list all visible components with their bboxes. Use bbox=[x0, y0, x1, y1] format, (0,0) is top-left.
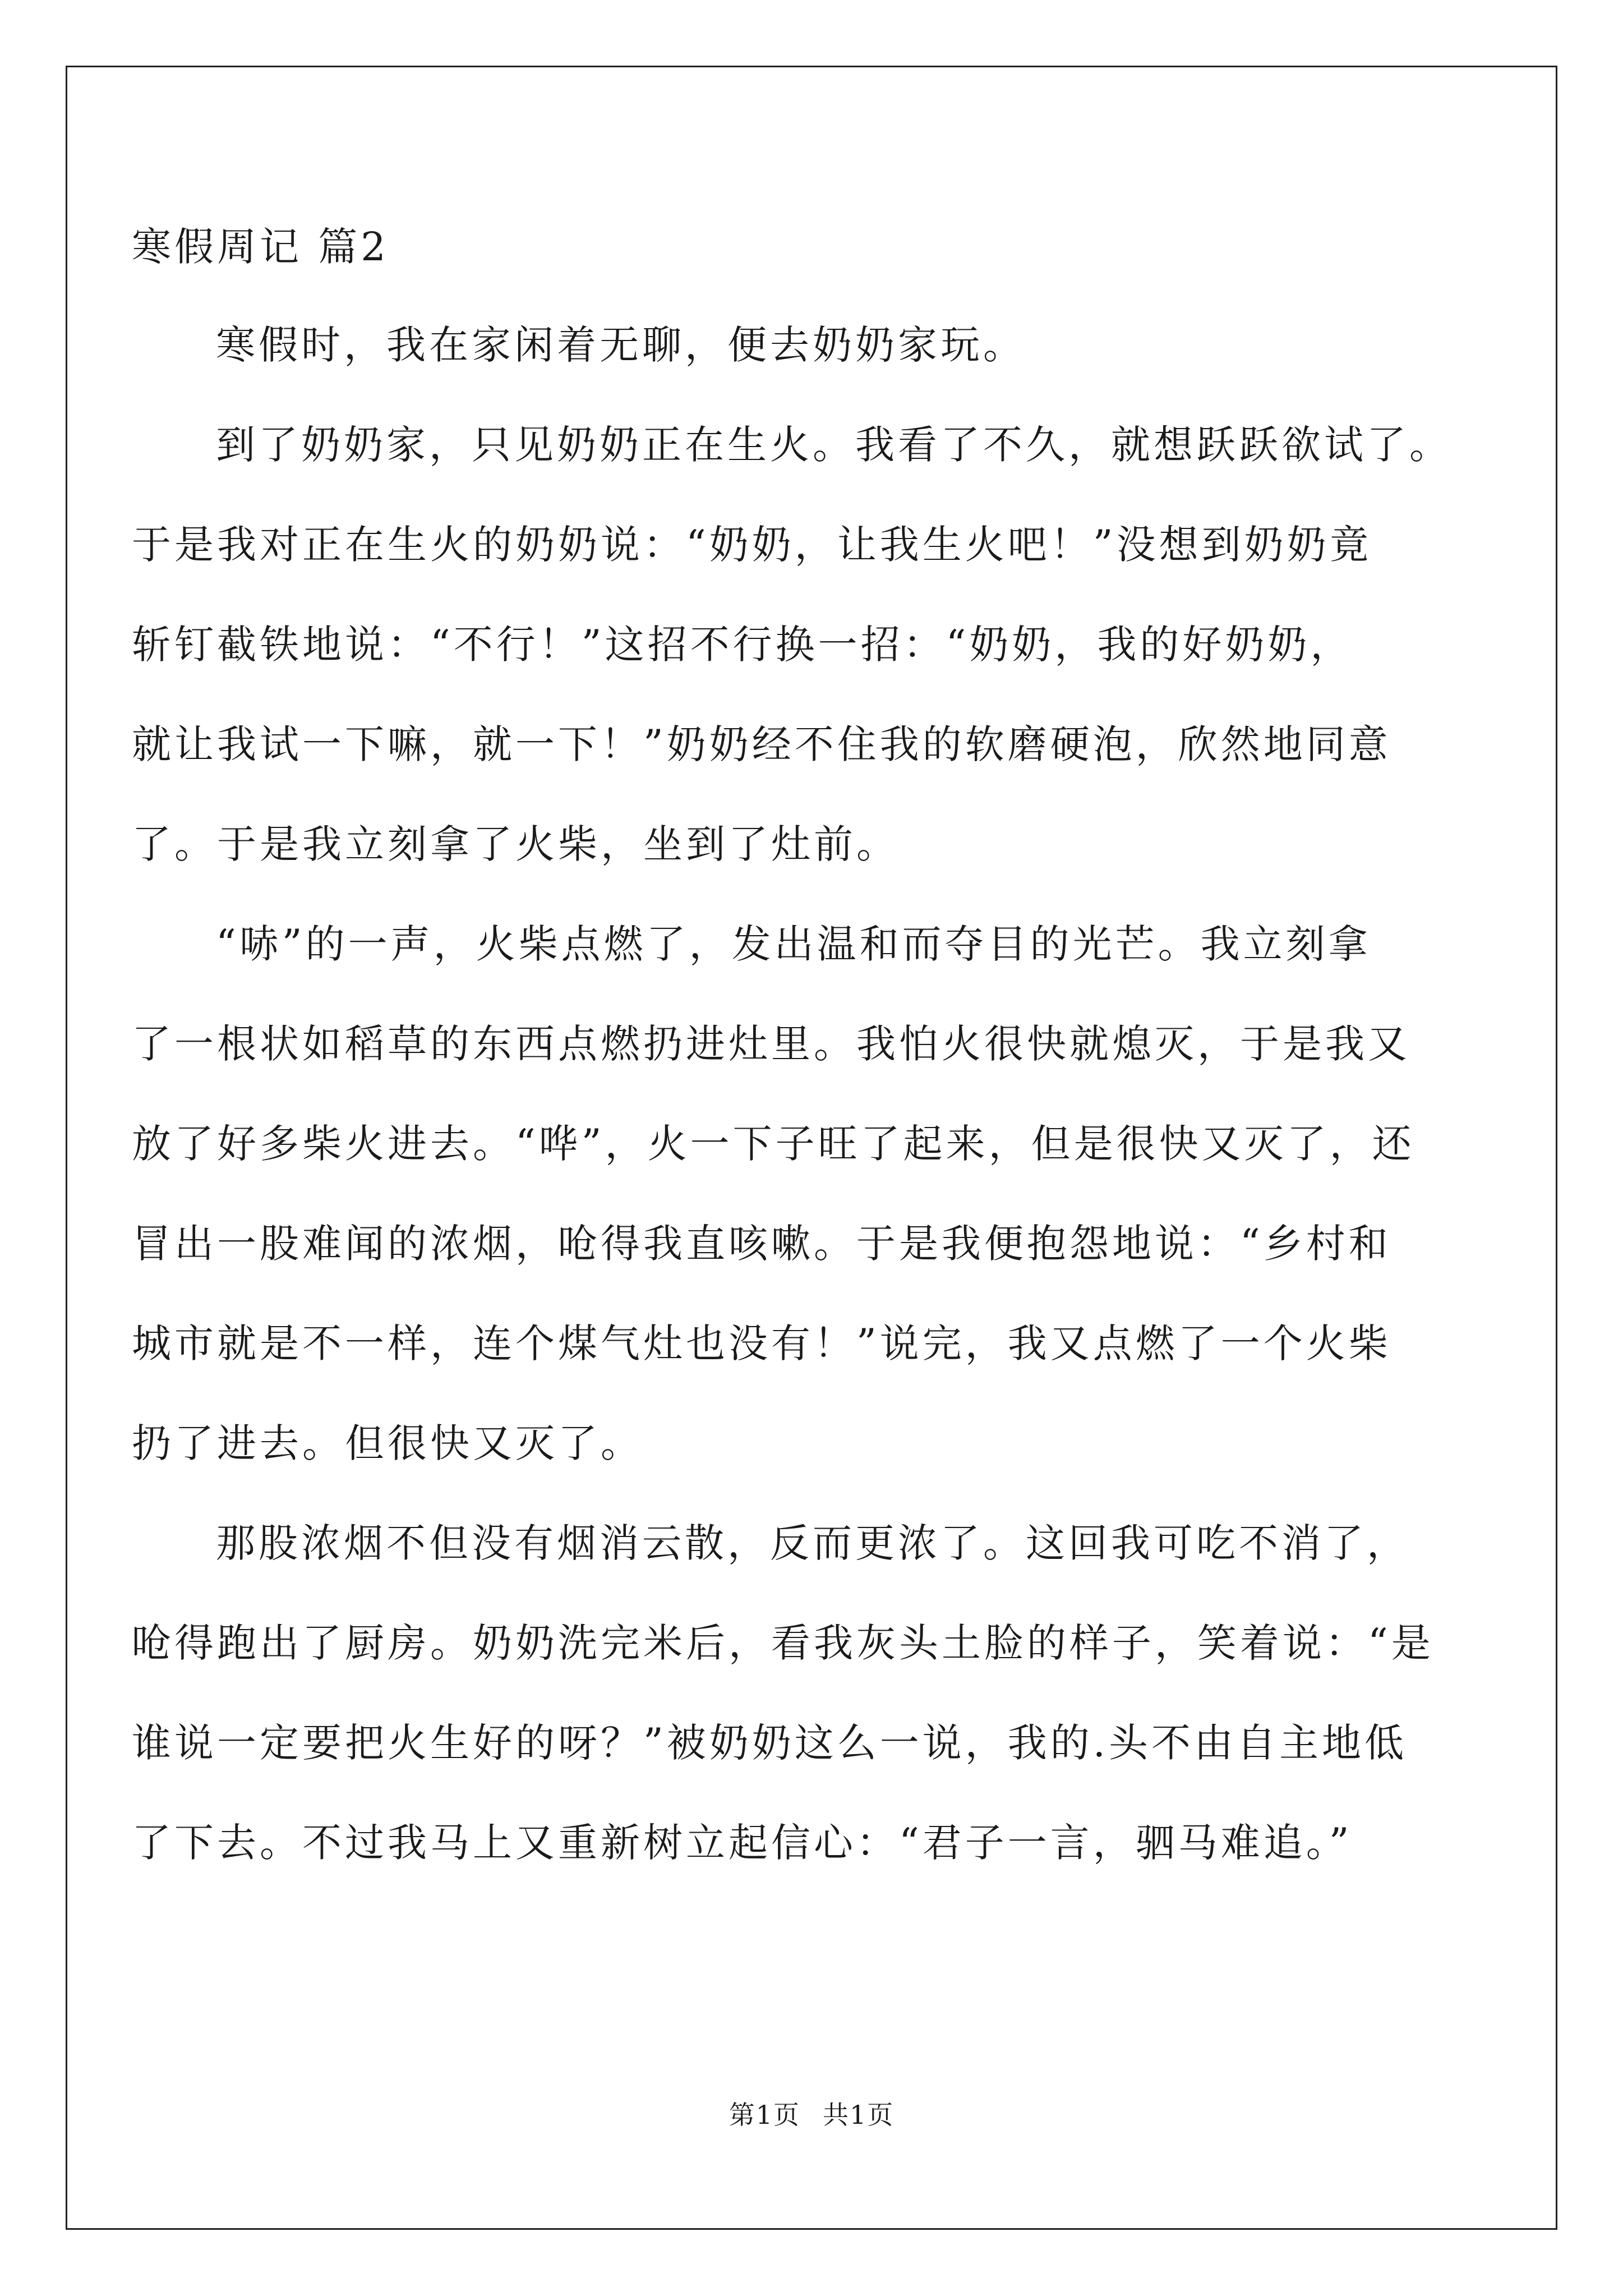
paragraph-line: 放了好多柴火进去。“哗”，火一下子旺了起来，但是很快又灭了，还 bbox=[132, 1121, 1415, 1167]
paragraph-line: 谁说一定要把火生好的呀？”被奶奶这么一说，我的.头不由自主地低 bbox=[132, 1720, 1408, 1766]
document-body bbox=[132, 213, 1483, 1893]
paragraph-line: 了。于是我立刻拿了火柴，坐到了灶前。 bbox=[132, 821, 899, 867]
paragraph-line: 了一根状如稻草的东西点燃扔进灶里。我怕火很快就熄灭，于是我又 bbox=[132, 1021, 1410, 1067]
paragraph-line: 呛得跑出了厨房。奶奶洗完米后，看我灰头土脸的样子，笑着说：“是 bbox=[132, 1620, 1434, 1666]
paragraph-line: 城市就是不一样，连个煤气灶也没有！”说完，我又点燃了一个火柴 bbox=[132, 1320, 1391, 1366]
page-number: 第1页 bbox=[728, 2100, 800, 2130]
paragraph-line: 冒出一股难闻的浓烟，呛得我直咳嗽。于是我便抱怨地说：“乡村和 bbox=[132, 1221, 1391, 1267]
paragraph-3 bbox=[132, 894, 1483, 1493]
paragraph-line: 寒假时，我在家闲着无聊，便去奶奶家玩。 bbox=[216, 322, 1026, 368]
paragraph-line: “哧”的一声，火柴点燃了，发出温和而夺目的光芒。我立刻拿 bbox=[216, 921, 1371, 967]
paragraph-2 bbox=[132, 395, 1483, 894]
paragraph-line: 于是我对正在生火的奶奶说：“奶奶，让我生火吧！”没想到奶奶竟 bbox=[132, 522, 1372, 568]
page-footer bbox=[0, 2098, 1623, 2132]
paragraph-line: 到了奶奶家，只见奶奶正在生火。我看了不久，就想跃跃欲试了。 bbox=[216, 422, 1452, 468]
paragraph-line: 斩钉截铁地说：“不行！”这招不行换一招：“奶奶，我的好奶奶， bbox=[132, 622, 1353, 668]
total-pages: 共1页 bbox=[823, 2100, 895, 2130]
paragraph-line: 了下去。不过我马上又重新树立起信心：“君子一言，驷马难追。” bbox=[132, 1820, 1353, 1866]
paragraph-line: 那股浓烟不但没有烟消云散，反而更浓了。这回我可吃不消了， bbox=[216, 1520, 1409, 1566]
paragraph-1 bbox=[132, 295, 1483, 395]
document-heading: 寒假周记 篇2 bbox=[132, 224, 389, 270]
paragraph-4 bbox=[132, 1493, 1483, 1893]
paragraph-line: 就让我试一下嘛，就一下！”奶奶经不住我的软磨硬泡，欣然地同意 bbox=[132, 721, 1391, 767]
paragraph-line: 扔了进去。但很快又灭了。 bbox=[132, 1420, 643, 1466]
